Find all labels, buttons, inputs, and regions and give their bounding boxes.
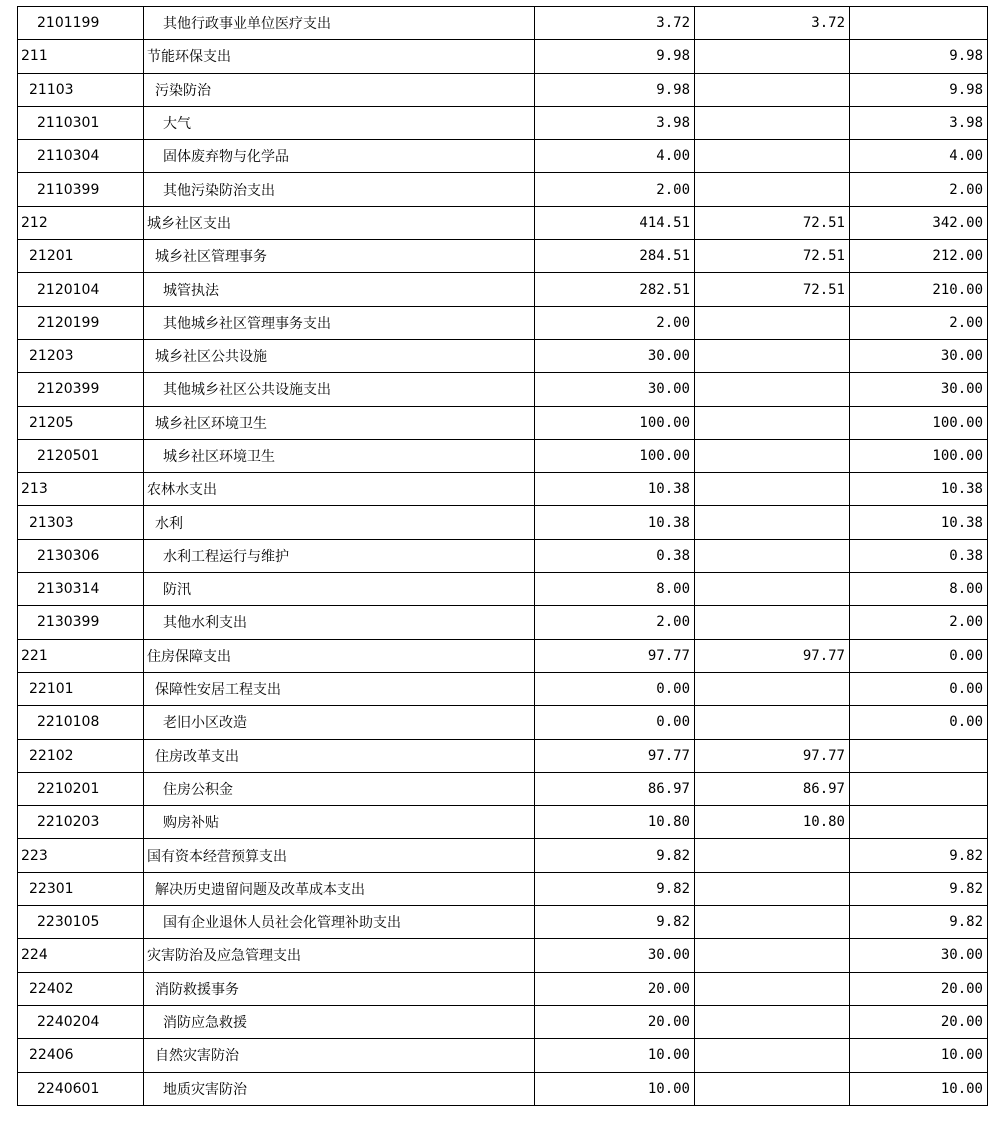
subject-name-cell: 防汛: [144, 573, 535, 606]
table-row: [18, 606, 988, 639]
subject-code-cell: 2130399: [18, 606, 144, 639]
subject-code-cell: 2120399: [18, 373, 144, 406]
total-amount-cell: 2.00: [535, 306, 695, 339]
project-expenditure-cell: 30.00: [850, 939, 988, 972]
total-amount-cell: 10.38: [535, 506, 695, 539]
table-row: [18, 206, 988, 239]
total-amount-cell: 100.00: [535, 439, 695, 472]
total-amount-cell: 10.00: [535, 1039, 695, 1072]
project-expenditure-cell: 2.00: [850, 606, 988, 639]
subject-name-cell: 节能环保支出: [144, 40, 535, 73]
subject-code-cell: 2120104: [18, 273, 144, 306]
project-expenditure-cell: 210.00: [850, 273, 988, 306]
subject-name-cell: 其他城乡社区公共设施支出: [144, 373, 535, 406]
project-expenditure-cell: [850, 7, 988, 40]
table-row: [18, 972, 988, 1005]
basic-expenditure-cell: 10.80: [695, 806, 850, 839]
subject-code-cell: 2240601: [18, 1072, 144, 1105]
subject-name-cell: 住房改革支出: [144, 739, 535, 772]
subject-name-cell: 住房保障支出: [144, 639, 535, 672]
table-row: [18, 439, 988, 472]
table-row: [18, 1072, 988, 1105]
subject-code-cell: 2110301: [18, 106, 144, 139]
project-expenditure-cell: 30.00: [850, 339, 988, 372]
basic-expenditure-cell: 86.97: [695, 772, 850, 805]
project-expenditure-cell: 3.98: [850, 106, 988, 139]
subject-code-cell: 21303: [18, 506, 144, 539]
table-row: [18, 872, 988, 905]
subject-code-cell: 2110399: [18, 173, 144, 206]
basic-expenditure-cell: [695, 1072, 850, 1105]
project-expenditure-cell: 0.00: [850, 639, 988, 672]
subject-name-cell: 污染防治: [144, 73, 535, 106]
table-row: [18, 40, 988, 73]
total-amount-cell: 30.00: [535, 373, 695, 406]
table-row: [18, 506, 988, 539]
table-row: [18, 706, 988, 739]
total-amount-cell: 20.00: [535, 1005, 695, 1038]
table-row: [18, 7, 988, 40]
basic-expenditure-cell: [695, 906, 850, 939]
total-amount-cell: 30.00: [535, 339, 695, 372]
project-expenditure-cell: 10.00: [850, 1039, 988, 1072]
basic-expenditure-cell: 72.51: [695, 273, 850, 306]
subject-name-cell: 城乡社区环境卫生: [144, 439, 535, 472]
basic-expenditure-cell: [695, 1005, 850, 1038]
table-row: [18, 173, 988, 206]
total-amount-cell: 0.38: [535, 539, 695, 572]
subject-name-cell: 城乡社区管理事务: [144, 240, 535, 273]
project-expenditure-cell: 2.00: [850, 306, 988, 339]
total-amount-cell: 0.00: [535, 706, 695, 739]
subject-name-cell: 水利工程运行与维护: [144, 539, 535, 572]
subject-name-cell: 地质灾害防治: [144, 1072, 535, 1105]
subject-code-cell: 2110304: [18, 140, 144, 173]
basic-expenditure-cell: 3.72: [695, 7, 850, 40]
total-amount-cell: 4.00: [535, 140, 695, 173]
basic-expenditure-cell: [695, 173, 850, 206]
subject-name-cell: 保障性安居工程支出: [144, 672, 535, 705]
total-amount-cell: 20.00: [535, 972, 695, 1005]
table-row: [18, 539, 988, 572]
subject-name-cell: 其他城乡社区管理事务支出: [144, 306, 535, 339]
basic-expenditure-cell: [695, 406, 850, 439]
basic-expenditure-cell: [695, 872, 850, 905]
table-row: [18, 406, 988, 439]
basic-expenditure-cell: [695, 40, 850, 73]
table-row: [18, 140, 988, 173]
subject-code-cell: 221: [18, 639, 144, 672]
total-amount-cell: 9.82: [535, 839, 695, 872]
subject-code-cell: 2130314: [18, 573, 144, 606]
total-amount-cell: 30.00: [535, 939, 695, 972]
basic-expenditure-cell: [695, 606, 850, 639]
project-expenditure-cell: 9.82: [850, 839, 988, 872]
table-row: [18, 273, 988, 306]
total-amount-cell: 100.00: [535, 406, 695, 439]
basic-expenditure-cell: [695, 506, 850, 539]
total-amount-cell: 86.97: [535, 772, 695, 805]
total-amount-cell: 8.00: [535, 573, 695, 606]
project-expenditure-cell: 9.98: [850, 73, 988, 106]
project-expenditure-cell: 0.00: [850, 706, 988, 739]
subject-name-cell: 固体废弃物与化学品: [144, 140, 535, 173]
project-expenditure-cell: 9.82: [850, 906, 988, 939]
basic-expenditure-cell: [695, 73, 850, 106]
subject-name-cell: 灾害防治及应急管理支出: [144, 939, 535, 972]
basic-expenditure-cell: [695, 939, 850, 972]
table-row: [18, 573, 988, 606]
subject-code-cell: 2210108: [18, 706, 144, 739]
subject-name-cell: 城管执法: [144, 273, 535, 306]
project-expenditure-cell: 30.00: [850, 373, 988, 406]
subject-code-cell: 223: [18, 839, 144, 872]
subject-code-cell: 212: [18, 206, 144, 239]
basic-expenditure-cell: [695, 140, 850, 173]
table-row: [18, 672, 988, 705]
subject-code-cell: 2210203: [18, 806, 144, 839]
total-amount-cell: 9.98: [535, 40, 695, 73]
subject-name-cell: 老旧小区改造: [144, 706, 535, 739]
project-expenditure-cell: 2.00: [850, 173, 988, 206]
subject-code-cell: 22402: [18, 972, 144, 1005]
basic-expenditure-cell: 72.51: [695, 240, 850, 273]
budget-expenditure-table: [17, 6, 988, 1106]
project-expenditure-cell: [850, 739, 988, 772]
basic-expenditure-cell: [695, 972, 850, 1005]
table-row: [18, 73, 988, 106]
total-amount-cell: 10.38: [535, 473, 695, 506]
basic-expenditure-cell: 97.77: [695, 739, 850, 772]
table-row: [18, 306, 988, 339]
project-expenditure-cell: 8.00: [850, 573, 988, 606]
project-expenditure-cell: 9.98: [850, 40, 988, 73]
total-amount-cell: 9.98: [535, 73, 695, 106]
basic-expenditure-cell: [695, 573, 850, 606]
basic-expenditure-cell: [695, 672, 850, 705]
basic-expenditure-cell: [695, 473, 850, 506]
subject-code-cell: 213: [18, 473, 144, 506]
subject-name-cell: 自然灾害防治: [144, 1039, 535, 1072]
subject-code-cell: 21203: [18, 339, 144, 372]
subject-code-cell: 2130306: [18, 539, 144, 572]
subject-code-cell: 2240204: [18, 1005, 144, 1038]
subject-code-cell: 21103: [18, 73, 144, 106]
total-amount-cell: 97.77: [535, 739, 695, 772]
subject-code-cell: 2120199: [18, 306, 144, 339]
total-amount-cell: 3.98: [535, 106, 695, 139]
project-expenditure-cell: 9.82: [850, 872, 988, 905]
subject-code-cell: 22406: [18, 1039, 144, 1072]
total-amount-cell: 414.51: [535, 206, 695, 239]
project-expenditure-cell: 100.00: [850, 406, 988, 439]
subject-name-cell: 国有企业退休人员社会化管理补助支出: [144, 906, 535, 939]
basic-expenditure-cell: 72.51: [695, 206, 850, 239]
table-row: [18, 240, 988, 273]
project-expenditure-cell: 10.38: [850, 473, 988, 506]
subject-name-cell: 其他行政事业单位医疗支出: [144, 7, 535, 40]
table-row: [18, 639, 988, 672]
table-row: [18, 772, 988, 805]
subject-name-cell: 城乡社区公共设施: [144, 339, 535, 372]
subject-code-cell: 224: [18, 939, 144, 972]
total-amount-cell: 2.00: [535, 606, 695, 639]
total-amount-cell: 282.51: [535, 273, 695, 306]
table-row: [18, 739, 988, 772]
basic-expenditure-cell: [695, 706, 850, 739]
subject-code-cell: 22102: [18, 739, 144, 772]
table-body: [18, 7, 988, 1106]
subject-code-cell: 22301: [18, 872, 144, 905]
subject-name-cell: 住房公积金: [144, 772, 535, 805]
basic-expenditure-cell: [695, 439, 850, 472]
total-amount-cell: 0.00: [535, 672, 695, 705]
project-expenditure-cell: 10.38: [850, 506, 988, 539]
total-amount-cell: 9.82: [535, 872, 695, 905]
subject-name-cell: 大气: [144, 106, 535, 139]
subject-name-cell: 其他污染防治支出: [144, 173, 535, 206]
subject-name-cell: 国有资本经营预算支出: [144, 839, 535, 872]
subject-code-cell: 211: [18, 40, 144, 73]
total-amount-cell: 9.82: [535, 906, 695, 939]
subject-code-cell: 2120501: [18, 439, 144, 472]
basic-expenditure-cell: [695, 839, 850, 872]
basic-expenditure-cell: 97.77: [695, 639, 850, 672]
subject-name-cell: 城乡社区环境卫生: [144, 406, 535, 439]
table-row: [18, 373, 988, 406]
project-expenditure-cell: 212.00: [850, 240, 988, 273]
total-amount-cell: 10.80: [535, 806, 695, 839]
table-row: [18, 906, 988, 939]
table-row: [18, 106, 988, 139]
basic-expenditure-cell: [695, 306, 850, 339]
subject-code-cell: 2230105: [18, 906, 144, 939]
table-row: [18, 1039, 988, 1072]
total-amount-cell: 284.51: [535, 240, 695, 273]
project-expenditure-cell: 0.00: [850, 672, 988, 705]
subject-name-cell: 其他水利支出: [144, 606, 535, 639]
basic-expenditure-cell: [695, 339, 850, 372]
total-amount-cell: 97.77: [535, 639, 695, 672]
project-expenditure-cell: 100.00: [850, 439, 988, 472]
basic-expenditure-cell: [695, 539, 850, 572]
project-expenditure-cell: 4.00: [850, 140, 988, 173]
project-expenditure-cell: 0.38: [850, 539, 988, 572]
subject-name-cell: 消防应急救援: [144, 1005, 535, 1038]
subject-code-cell: 22101: [18, 672, 144, 705]
subject-name-cell: 水利: [144, 506, 535, 539]
total-amount-cell: 2.00: [535, 173, 695, 206]
table-row: [18, 939, 988, 972]
project-expenditure-cell: [850, 772, 988, 805]
basic-expenditure-cell: [695, 1039, 850, 1072]
basic-expenditure-cell: [695, 373, 850, 406]
total-amount-cell: 3.72: [535, 7, 695, 40]
table-row: [18, 339, 988, 372]
basic-expenditure-cell: [695, 106, 850, 139]
subject-name-cell: 购房补贴: [144, 806, 535, 839]
subject-name-cell: 解决历史遗留问题及改革成本支出: [144, 872, 535, 905]
project-expenditure-cell: 20.00: [850, 1005, 988, 1038]
subject-name-cell: 农林水支出: [144, 473, 535, 506]
project-expenditure-cell: 20.00: [850, 972, 988, 1005]
project-expenditure-cell: 342.00: [850, 206, 988, 239]
total-amount-cell: 10.00: [535, 1072, 695, 1105]
table-row: [18, 473, 988, 506]
table-row: [18, 839, 988, 872]
subject-code-cell: 21205: [18, 406, 144, 439]
subject-code-cell: 21201: [18, 240, 144, 273]
subject-code-cell: 2210201: [18, 772, 144, 805]
table-row: [18, 1005, 988, 1038]
subject-code-cell: 2101199: [18, 7, 144, 40]
subject-name-cell: 城乡社区支出: [144, 206, 535, 239]
subject-name-cell: 消防救援事务: [144, 972, 535, 1005]
project-expenditure-cell: 10.00: [850, 1072, 988, 1105]
project-expenditure-cell: [850, 806, 988, 839]
table-row: [18, 806, 988, 839]
